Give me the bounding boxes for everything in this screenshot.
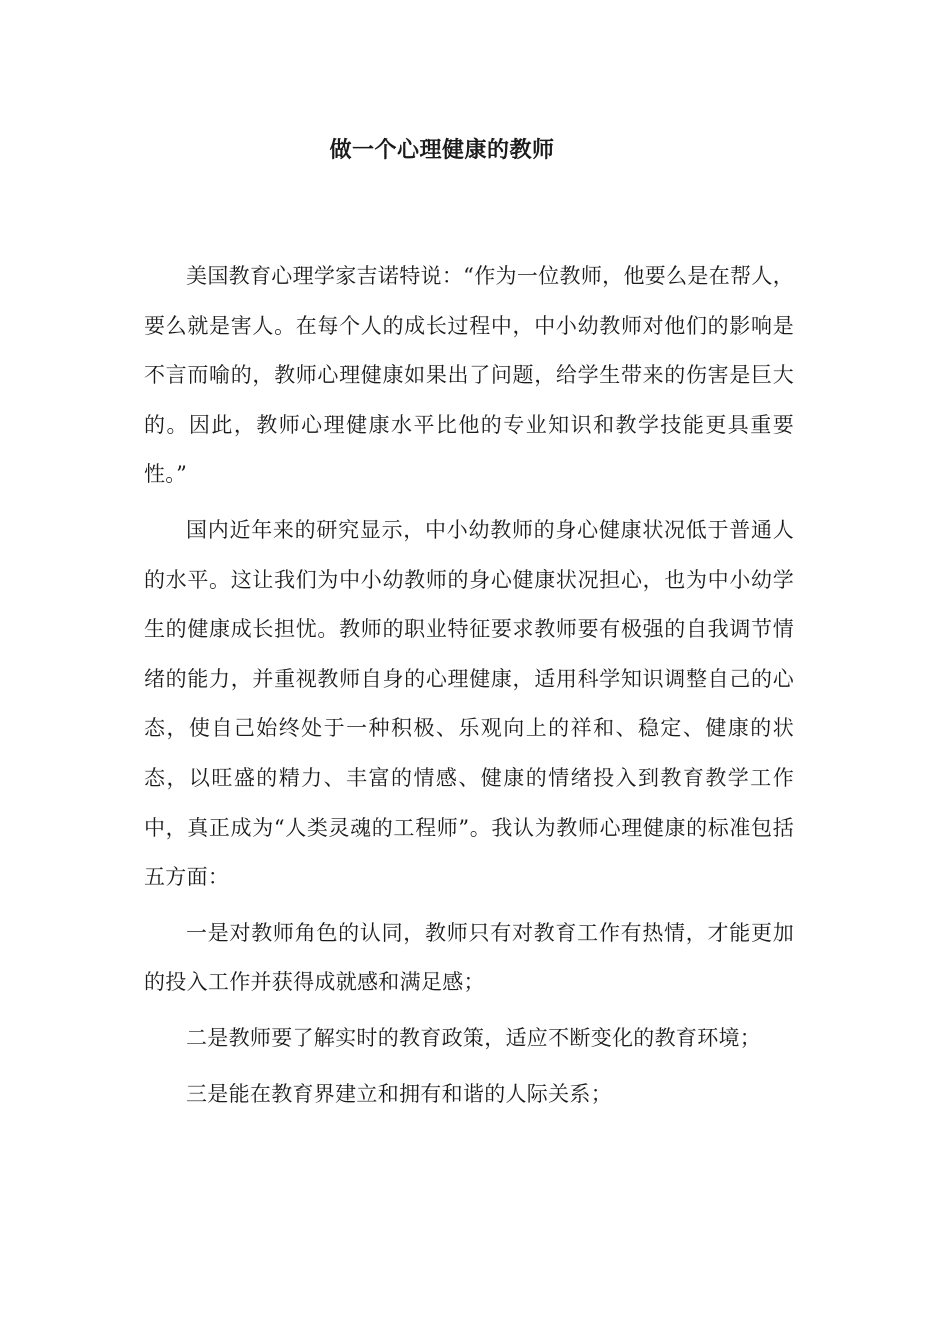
paragraph-standard-three: 三是能在教育界建立和拥有和谐的人际关系； xyxy=(186,1081,612,1106)
paragraph-quote: 美国教育心理学家吉诺特说：“作为一位教师，他要么是在帮人，要么就是害人。在每个人的成长过程中，中小幼教师对他们的影响是不言而喻的，教师心理健康如果出了问题，给学生带来的伤害是巨大的。因此，教师心理健康水平比他的专业知识和教学技能更具重要性。” xyxy=(144,264,794,487)
paragraph-standard-one: 一是对教师角色的认同，教师只有对教育工作有热情，才能更加的投入工作并获得成就感和满足感； xyxy=(144,920,794,995)
document-body xyxy=(144,252,794,1125)
paragraph-standard-two: 二是教师要了解实时的教育政策，适应不断变化的教育环境； xyxy=(186,1025,762,1050)
paragraph-research: 国内近年来的研究显示，中小幼教师的身心健康状况低于普通人的水平。这让我们为中小幼教师的身心健康状况担心，也为中小幼学生的健康成长担忧。教师的职业特征要求教师要有极强的自我调节情绪的能力，并重视教师自身的心理健康，适用科学知识调整自己的心态，使自己始终处于一种积极、乐观向上的祥和、稳定、健康的状态，以旺盛的精力、丰富的情感、健康的情绪投入到教育教学工作中，真正成为“人类灵魂的工程师”。我认为教师心理健康的标准包括五方面： xyxy=(144,517,794,890)
document-title: 做一个心理健康的教师 xyxy=(329,138,555,163)
